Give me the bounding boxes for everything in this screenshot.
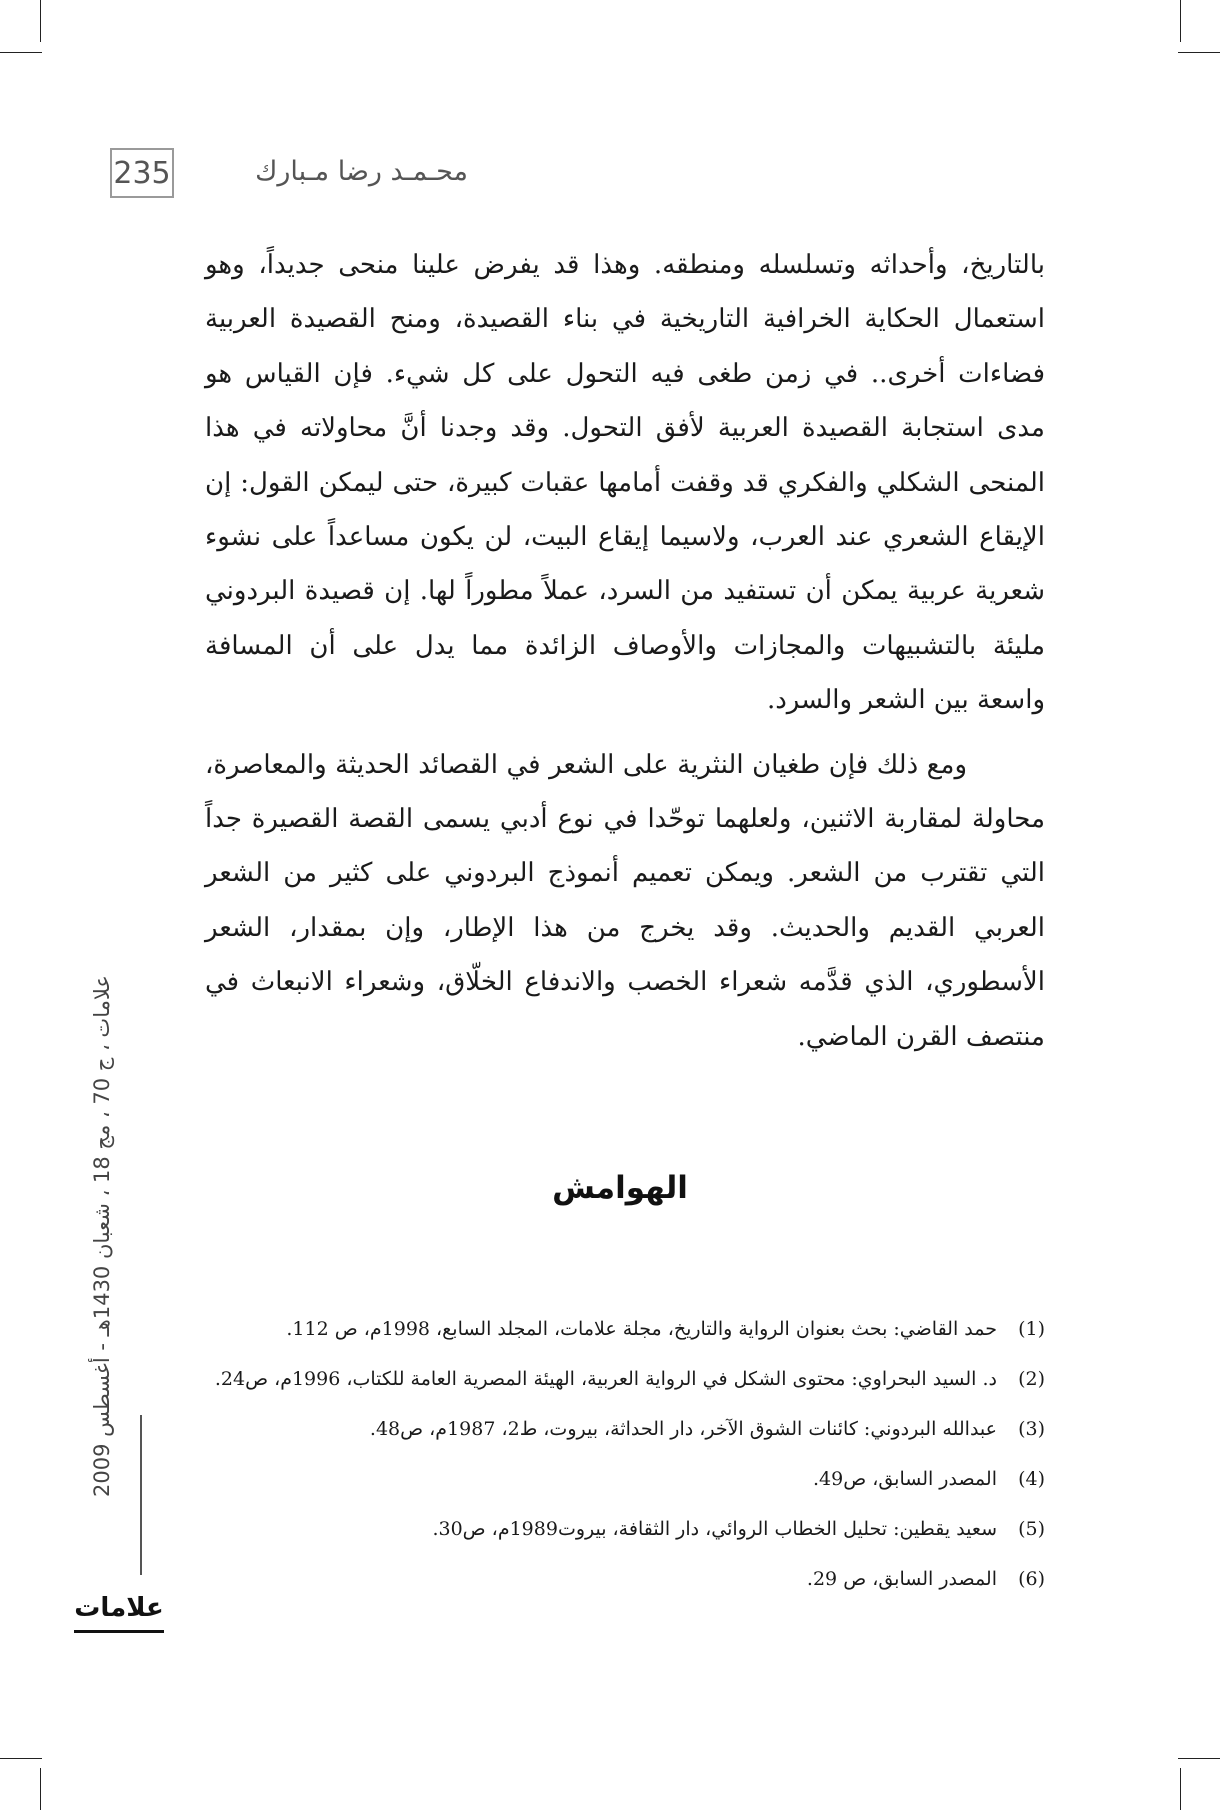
crop-mark	[0, 52, 42, 53]
footnote-number: (4)	[1018, 1468, 1045, 1490]
footnote-text: المصدر السابق، ص49.	[812, 1468, 997, 1490]
notes-heading: الهوامش	[552, 1170, 688, 1206]
crop-mark	[40, 1768, 41, 1810]
footnote-number: (2)	[1018, 1368, 1045, 1390]
footnotes-list	[205, 1312, 1045, 1612]
footnote-text: المصدر السابق، ص 29.	[806, 1568, 997, 1590]
footnote-text: عبدالله البردوني: كائنات الشوق الآخر، دار الحداثة، بيروت، ط2، 1987م، ص48.	[369, 1418, 997, 1440]
page-number: 235	[110, 148, 174, 198]
body-text	[205, 238, 1045, 1064]
footnote-item	[205, 1312, 1045, 1346]
footnote-item	[205, 1562, 1045, 1596]
running-head-author: محـمـد رضا مـبارك	[255, 156, 468, 187]
crop-mark	[1178, 52, 1220, 53]
footnote-number: (3)	[1018, 1418, 1045, 1440]
footnote-text: سعيد يقطين: تحليل الخطاب الروائي، دار الثقافة، بيروت1989م، ص30.	[432, 1518, 997, 1540]
footnote-item	[205, 1462, 1045, 1496]
paragraph: بالتاريخ، وأحداثه وتسلسله ومنطقه. وهذا قد يفرض علينا منحى جديداً، وهو استعمال الحكاية الخرافية التاريخية في بناء القصيدة، ومنح القصيدة العربية فضاءات أخرى.. في زمن طغى فيه التحول على كل شيء. فإن القياس هو مدى استجابة القصيدة العربية لأفق التحول. وقد وجدنا أنَّ محاولاته في هذا المنحى الشكلي والفكري قد وقفت أمامها عقبات كبيرة، حتى ليمكن القول: إن الإيقاع الشعري عند العرب، ولاسيما إيقاع البيت، لن يكون مساعداً على نشوء شعرية عربية يمكن أن تستفيد من السرد، عملاً مطوراً لها. إن قصيدة البردوني مليئة بالتشبيهات والمجازات والأوصاف الزائدة مما يدل على أن المسافة واسعة بين الشعر والسرد.	[205, 250, 1045, 716]
footnote-number: (6)	[1018, 1568, 1045, 1590]
footnote-item	[205, 1512, 1045, 1546]
footnote-item	[205, 1412, 1045, 1446]
footnote-number: (5)	[1018, 1518, 1045, 1540]
journal-issue-info: علامات ، ج 70 ، مج 18 ، شعبان 1430هـ - أغسطس 2009	[90, 975, 114, 1497]
crop-mark	[0, 1758, 42, 1759]
footnote-number: (1)	[1018, 1318, 1045, 1340]
crop-mark	[40, 0, 41, 42]
crop-mark	[1178, 1758, 1220, 1759]
journal-logo: علامات	[74, 1590, 164, 1633]
crop-mark	[1180, 1768, 1181, 1810]
side-divider	[140, 1415, 142, 1575]
footnote-text: حمد القاضي: بحث بعنوان الرواية والتاريخ، مجلة علامات، المجلد السابع، 1998م، ص 112.	[286, 1318, 997, 1340]
crop-mark	[1180, 0, 1181, 42]
footnote-text: د. السيد البحراوي: محتوى الشكل في الرواية العربية، الهيئة المصرية العامة للكتاب، 1996م، ص24.	[214, 1368, 997, 1390]
footnote-item	[205, 1362, 1045, 1396]
paragraph: ومع ذلك فإن طغيان النثرية على الشعر في القصائد الحديثة والمعاصرة، محاولة لمقاربة الاثنين، ولعلهما توحّدا في نوع أدبي يسمى القصة القصيرة جداً التي تقترب من الشعر. ويمكن تعميم أنموذج البردوني على كثير من الشعر العربي القديم والحديث. وقد يخرج من هذا الإطار، وإن بمقدار، الشعر الأسطوري، الذي قدَّمه شعراء الخصب والاندفاع الخلّاق، وشعراء الانبعاث في منتصف القرن الماضي.	[205, 749, 1045, 1052]
